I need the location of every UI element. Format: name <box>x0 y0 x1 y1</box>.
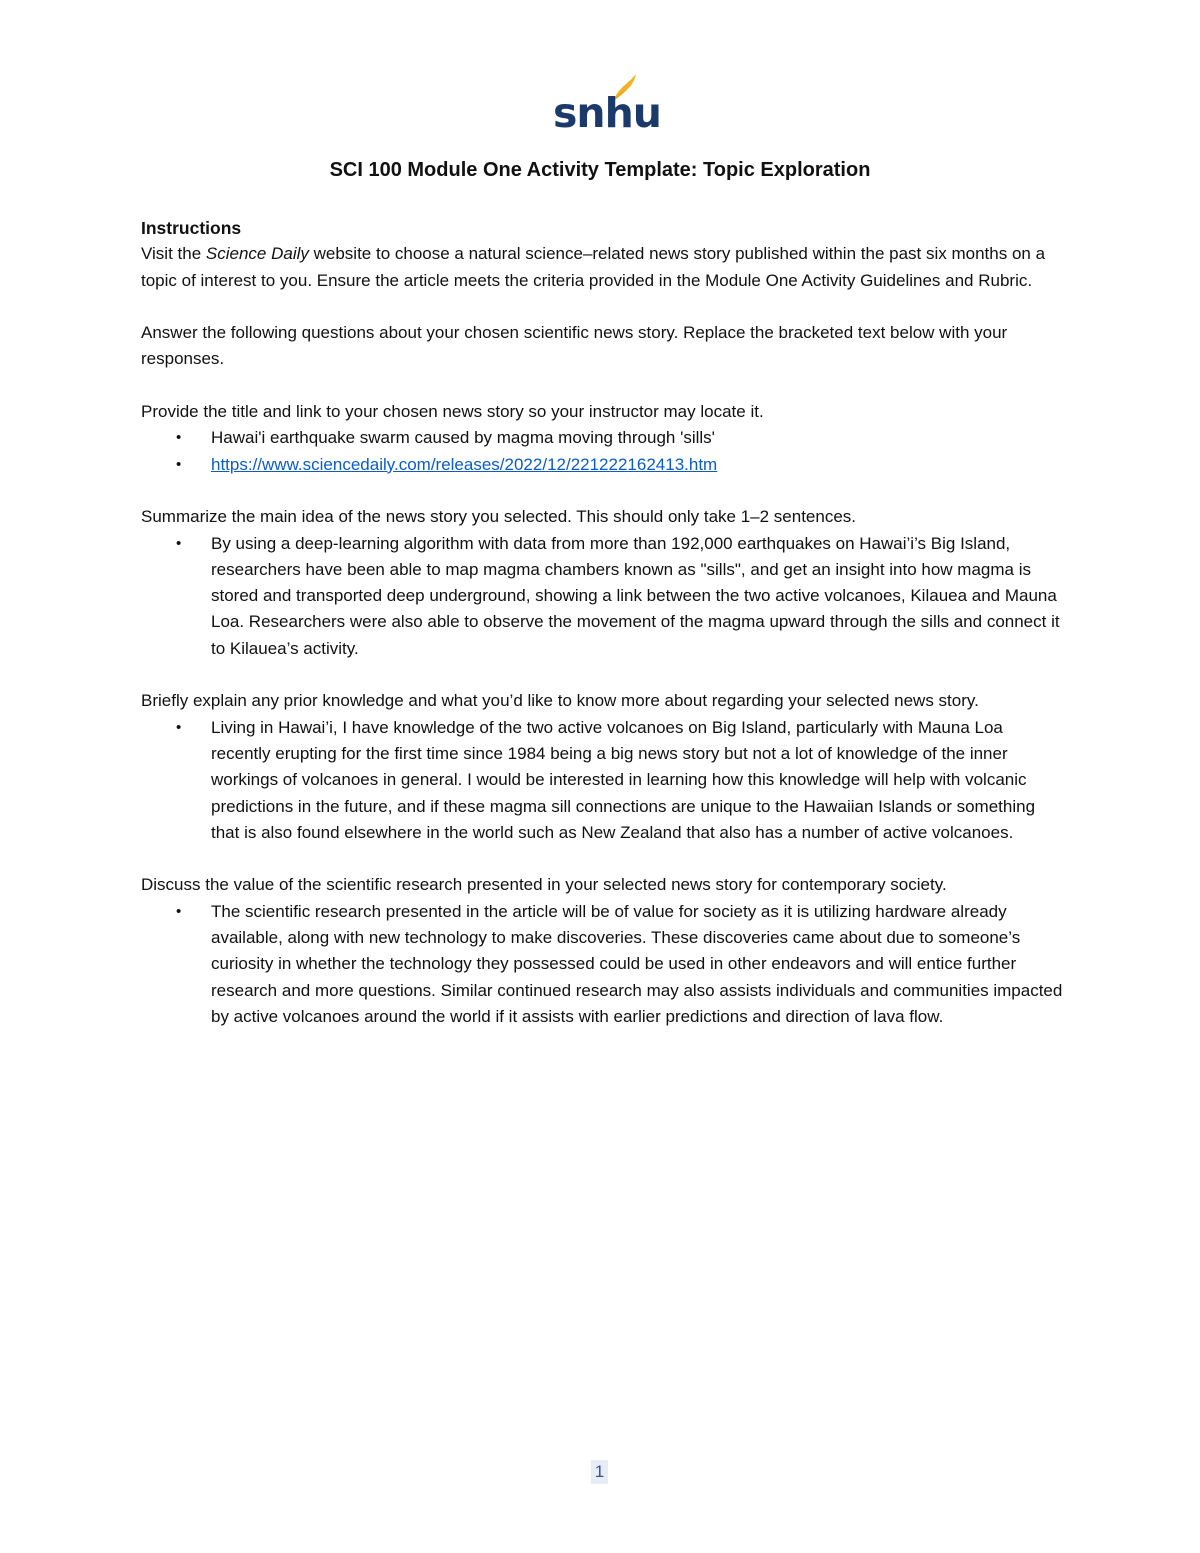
bullet: • <box>176 455 182 473</box>
bullet: • <box>176 718 182 736</box>
question-prior-knowledge: Briefly explain any prior knowledge and what you’d like to know more about regarding your selected news story. <box>141 691 979 711</box>
answer-list <box>141 425 1066 478</box>
logo-wordmark: snhu <box>553 89 661 137</box>
answer-instructions: Answer the following questions about your chosen scientific news story. Replace the bracketed text below with your responses. <box>141 323 1008 369</box>
question-summary: Summarize the main idea of the news story you selected. This should only take 1–2 sentences. <box>141 507 857 527</box>
science-daily-name: Science Daily <box>205 244 309 264</box>
page-number: 1 <box>591 1460 608 1484</box>
document-body <box>141 215 1066 1030</box>
instructions-text-end: website to choose a natural science–related news story published within the past six months on a topic of interest to you. Ensure the article meets the criteria provided in the Module One Activity Guidelines and Rubric. <box>141 244 1046 290</box>
page-title: SCI 100 Module One Activity Template: Topic Exploration <box>329 159 871 181</box>
value-answer: The scientific research presented in the article will be of value for society as it is utilizing hardware already available, along with new technology to make discoveries. These discoveries came about due to someone’s curiosity in whether the technology they possessed could be used in other endeavors and will entice further research and more questions. Similar continued research may also assists individuals and communities impacted by active volcanoes around the world if it assists with earlier predictions and direction of lava flow. <box>211 901 1063 1026</box>
question-value: Discuss the value of the scientific research presented in your selected news story for contemporary society. <box>141 875 947 895</box>
story-link[interactable]: https://www.sciencedaily.com/releases/2022/12/221222162413.htm <box>211 454 718 474</box>
answer-list <box>141 531 1066 662</box>
instructions-paragraph <box>141 241 1066 294</box>
list-item <box>176 715 1066 846</box>
bullet: • <box>176 534 182 552</box>
answer-list <box>141 899 1066 1030</box>
bullet: • <box>176 429 182 447</box>
story-title: Hawai'i earthquake swarm caused by magma moving through 'sills' <box>211 428 715 448</box>
list-item <box>176 425 1066 451</box>
answer-list <box>141 715 1066 846</box>
instructions-text-start: Visit the <box>141 244 206 264</box>
snhu-logo <box>553 72 661 137</box>
summary-answer: By using a deep-learning algorithm with data from more than 192,000 earthquakes on Hawai’i’s Big Island, researchers have been able to map magma chambers known as "sills", and get an insight into how magma is stored and transported deep underground, showing a link between the two active volcanoes, Kilauea and Mauna Loa. Researchers were also able to observe the movement of the magma upward through the sills and connect it to Kilauea’s activity. <box>211 533 1060 658</box>
prior-knowledge-answer: Living in Hawai’i, I have knowledge of the two active volcanoes on Big Island, particularly with Mauna Loa recently erupting for the first time since 1984 being a big news story but not a lot of knowledge of the inner workings of volcanoes in general. I would be interested in learning how this knowledge will help with volcanic predictions in the future, and if these magma sill connections are unique to the Hawaiian Islands or something that is also found elsewhere in the world such as New Zealand that also has a number of active volcanoes. <box>211 717 1036 842</box>
list-item <box>176 452 1066 478</box>
question-title-link: Provide the title and link to your chosen news story so your instructor may locate it. <box>141 402 764 422</box>
list-item <box>176 899 1066 1030</box>
instructions-heading: Instructions <box>141 218 242 238</box>
list-item <box>176 531 1066 662</box>
bullet: • <box>176 902 182 920</box>
